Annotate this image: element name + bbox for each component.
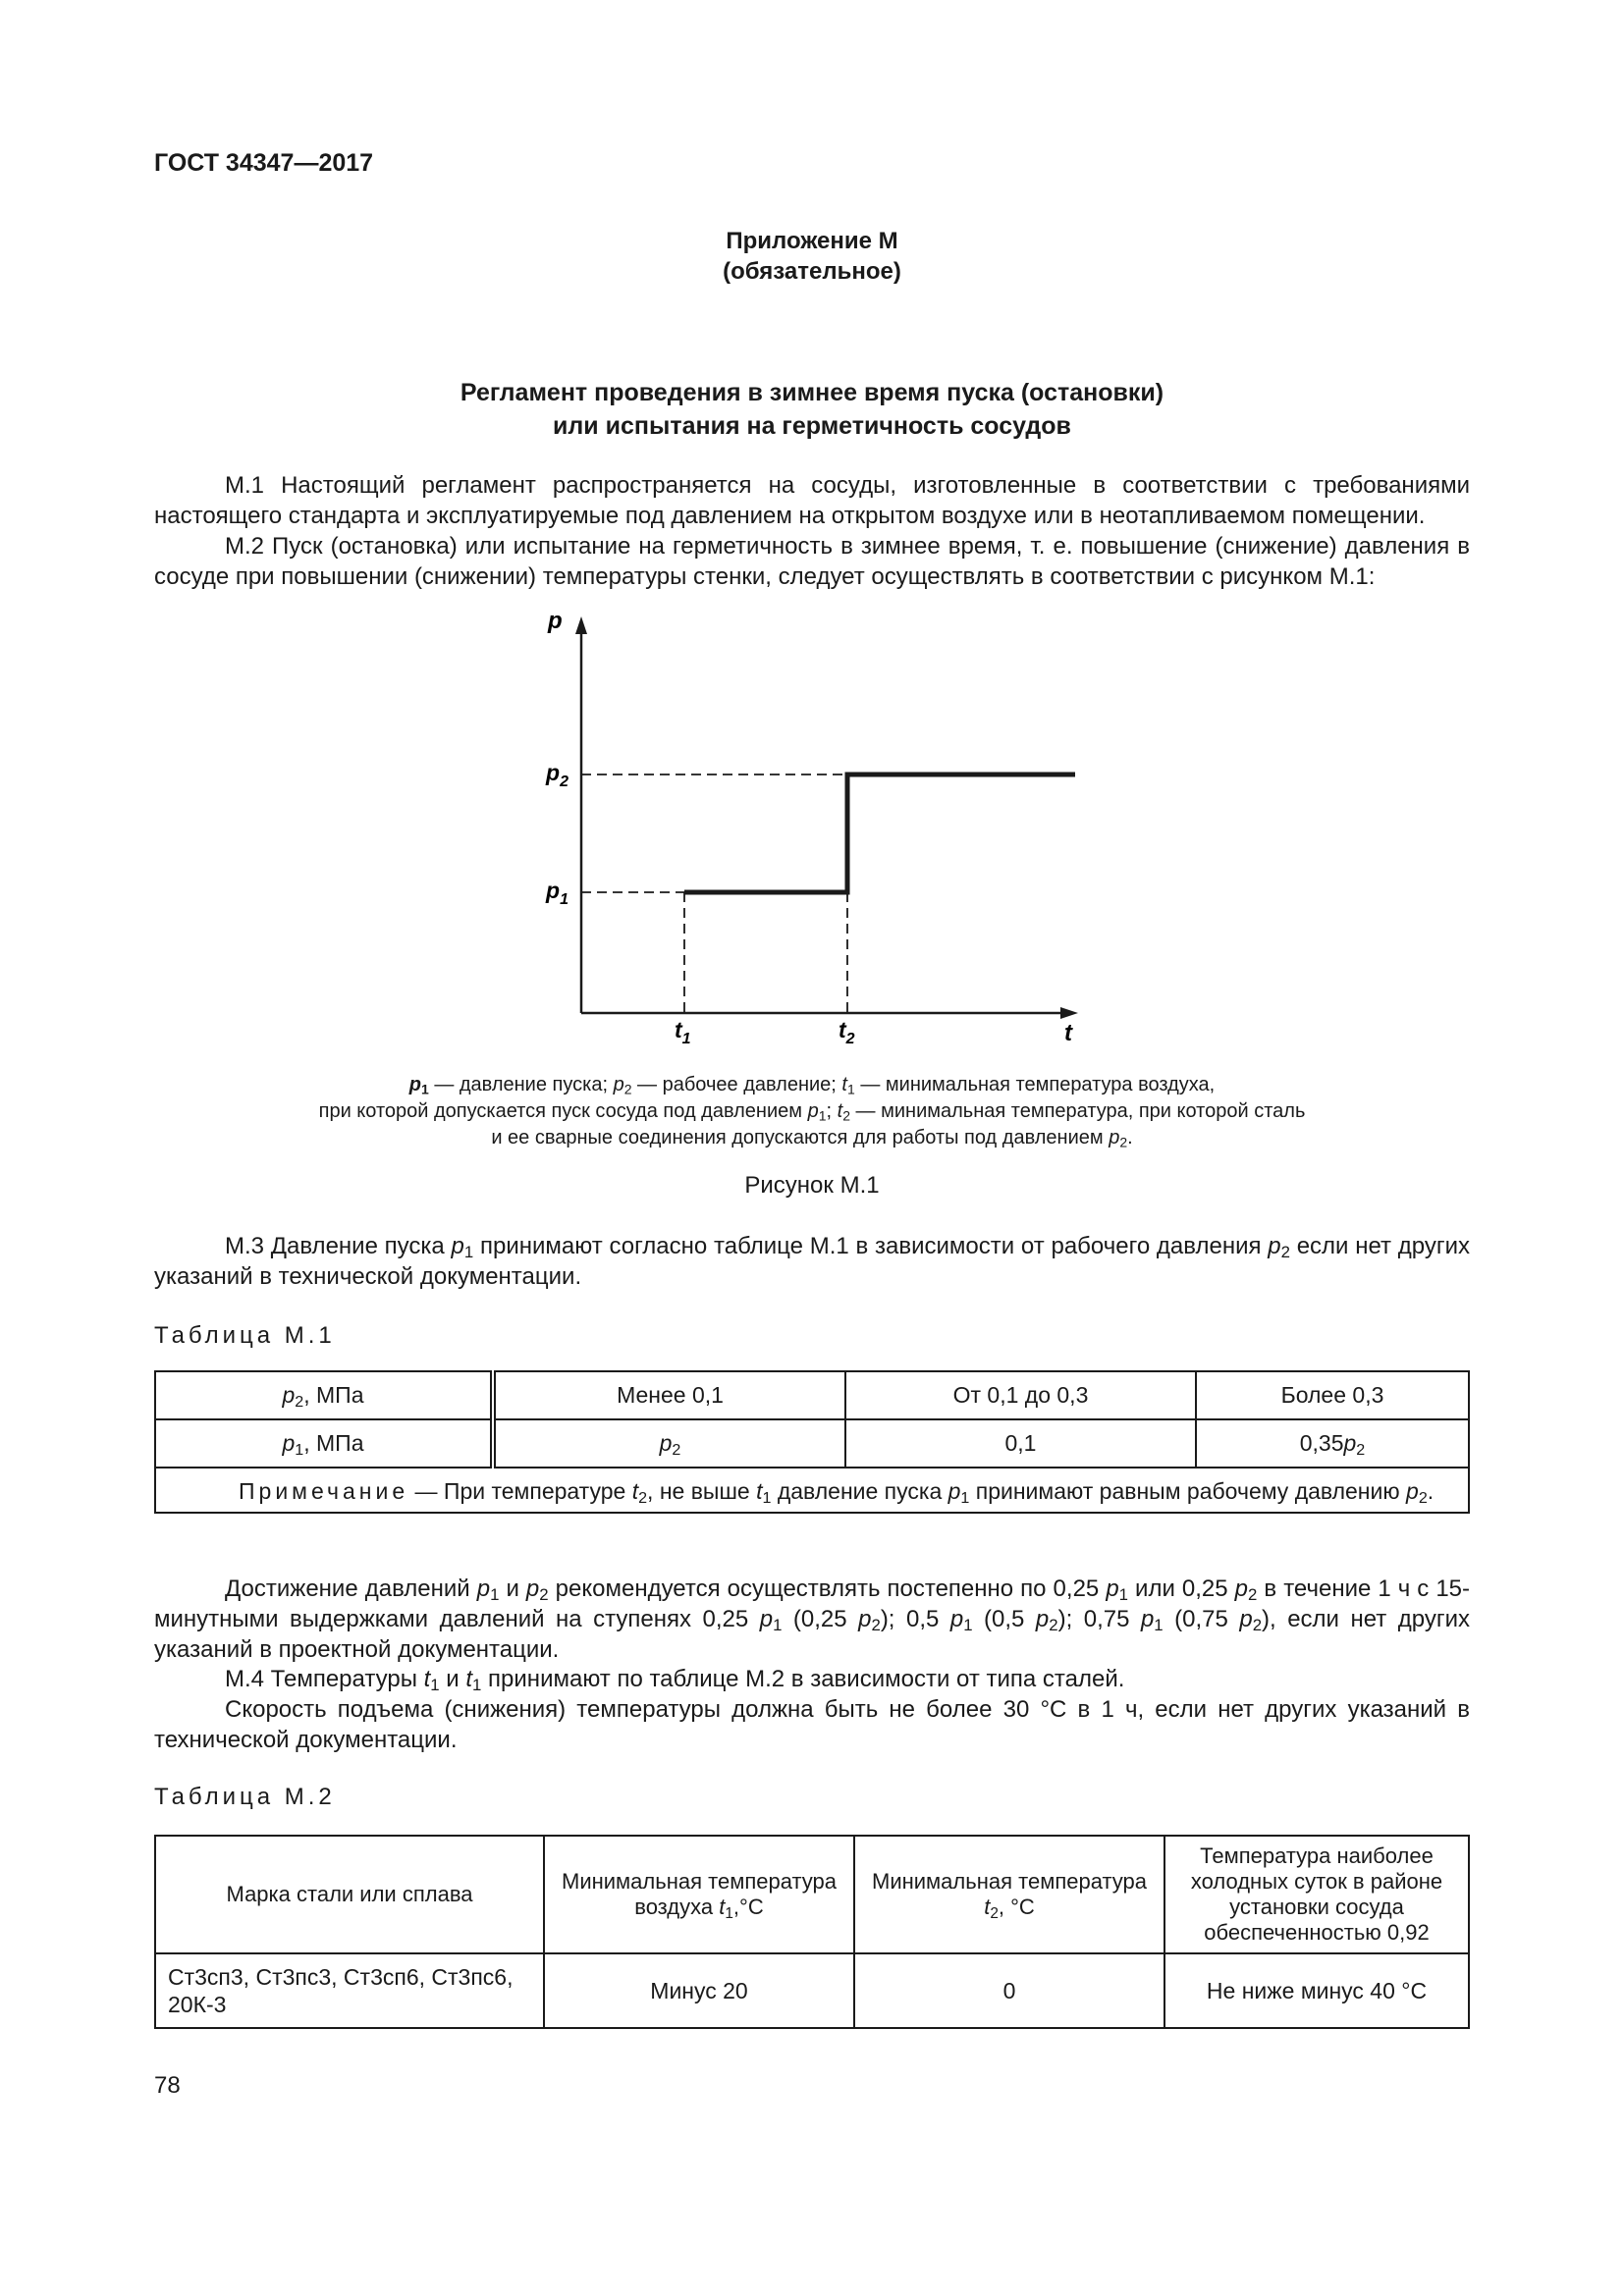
p1-label-symbol: p [546, 878, 561, 903]
table2-cell-cold: Не ниже минус 40 °С [1164, 1953, 1469, 2028]
figure-caption: Рисунок М.1 [744, 1172, 880, 1199]
page-number: 78 [154, 2072, 181, 2099]
t1-label-symbol: t [675, 1017, 682, 1042]
paragraph-m4: М.4 Температуры $t_1$ и $t_1$ принимают по таблице М.2 в зависимости от типа сталей. [225, 1666, 1125, 1695]
pressure-step-line [684, 774, 1075, 892]
table-row [155, 1836, 1469, 1953]
table2-head-t1: Минимальная температура воздуха $t_1,^\circ С$ [544, 1836, 854, 1953]
y-axis-arrow [575, 616, 587, 634]
t1-label-sub: 1 [681, 1031, 691, 1047]
appendix-status: (обязательное) [723, 258, 901, 285]
paragraph-achievement: Достижение давлений $p_1$ и $p_2$ рекомендуется осуществлять постепенно по 0,25 $p_1$ или 0,25 $p_2$ в течение 1 ч с 15-минутными выдержками давлений на ступенях 0,25 $p_1$ (0,25 $p_2$); 0,5 $p_1$ (0,5 $p_2$); 0,75 $p_1$ (0,75 $p_2$), если нет других указаний в проектной документации. [154, 1575, 1471, 1663]
table1-cell: Более 0,3 [1196, 1371, 1469, 1419]
appendix-heading [0, 226, 1624, 287]
figure-legend [154, 1072, 1470, 1151]
paragraph-m2: М.2 Пуск (остановка) или испытание на герметичность в зимнее время, т. е. повышение (снижение) давления в сосуде при повышении (снижении) температуры стенки, следует осуществлять в соответствии с рисунком М.1: [154, 533, 1470, 590]
table1-row2-label: $p_1$, МПа [155, 1419, 493, 1468]
p2-label-sub: 2 [560, 774, 568, 790]
section-title [0, 376, 1624, 443]
t2-label [839, 1017, 855, 1047]
table1-note: Примечание — При температуре $t_2$, не выше $t_1$ давление пуска $p_1$ принимают равным рабочему давлению $p_2$. [155, 1468, 1469, 1513]
table2-head-cold: Температура наиболее холодных суток в районе установки сосуда обеспеченностью 0,92 [1164, 1836, 1469, 1953]
table2-cell-grade: Ст3сп3, Ст3пс3, Ст3сп6, Ст3пс6, 20К-3 [155, 1953, 544, 2028]
table1-row1-label: $p_2$, МПа [155, 1371, 493, 1419]
t1-label [675, 1017, 691, 1047]
paragraph-speed: Скорость подъема (снижения) температуры должна быть не более 30 °С в 1 ч, если нет других указаний в технической документации. [154, 1696, 1470, 1753]
table-row [155, 1953, 1469, 2028]
t2-label-sub: 2 [845, 1031, 855, 1047]
paragraph-m1: М.1 Настоящий регламент распространяется на сосуды, изготовленные в соответствии с требованиями настоящего стандарта и эксплуатируемые под давлением на открытом воздухе или в неотапливаемом помещении. [154, 472, 1470, 529]
x-axis-label: t [1064, 1020, 1072, 1046]
figure-legend-line1: $p_1$ — давление пуска; $p_2$ — рабочее давление; $t_1$ — минимальная температура воздуха, [408, 1074, 1216, 1097]
document-header: ГОСТ 34347—2017 [154, 149, 374, 177]
table1-cell: Менее 0,1 [493, 1371, 845, 1419]
p2-label [545, 760, 568, 790]
table1-cell: 0,1 [845, 1419, 1196, 1468]
appendix-title: Приложение М [726, 228, 898, 254]
table-row [155, 1419, 1469, 1468]
table-m2 [154, 1835, 1470, 2029]
section-title-line2: или испытания на герметичность сосудов [553, 412, 1071, 440]
table1-cell: $p_2$ [493, 1419, 845, 1468]
figure-m1-graph [530, 609, 1100, 1060]
table2-head-grade: Марка стали или сплава [155, 1836, 544, 1953]
table2-caption: Таблица М.2 [154, 1784, 336, 1810]
t2-label-symbol: t [839, 1017, 846, 1042]
p1-label-sub: 1 [560, 891, 568, 908]
table1-cell: От 0,1 до 0,3 [845, 1371, 1196, 1419]
section-title-line1: Регламент проведения в зимнее время пуска (остановки) [460, 379, 1164, 406]
y-axis-label: p [548, 609, 563, 634]
table-row [155, 1468, 1469, 1513]
x-axis-arrow [1060, 1007, 1078, 1019]
table-row [155, 1371, 1469, 1419]
table1-cell: $0,35p_2$ [1196, 1419, 1469, 1468]
table2-cell-t1: Минус 20 [544, 1953, 854, 2028]
p1-label [545, 878, 568, 908]
figure-legend-line2: при которой допускается пуск сосуда под давлением $p_1$; $t_2$ — минимальная температура, при которой сталь [318, 1100, 1306, 1124]
p2-label-symbol: p [546, 760, 561, 785]
table-m1 [154, 1370, 1470, 1514]
table2-head-t2: Минимальная температура $t_2$, °С [854, 1836, 1164, 1953]
table2-cell-t2: 0 [854, 1953, 1164, 2028]
figure-legend-line3: и ее сварные соединения допускаются для работы под давлением $p_2$. [491, 1127, 1133, 1150]
table1-caption: Таблица М.1 [154, 1322, 336, 1349]
paragraph-m3: М.3 Давление пуска $p_1$ принимают согласно таблице М.1 в зависимости от рабочего давления $p_2$ если нет других указаний в технической документации. [154, 1233, 1470, 1290]
